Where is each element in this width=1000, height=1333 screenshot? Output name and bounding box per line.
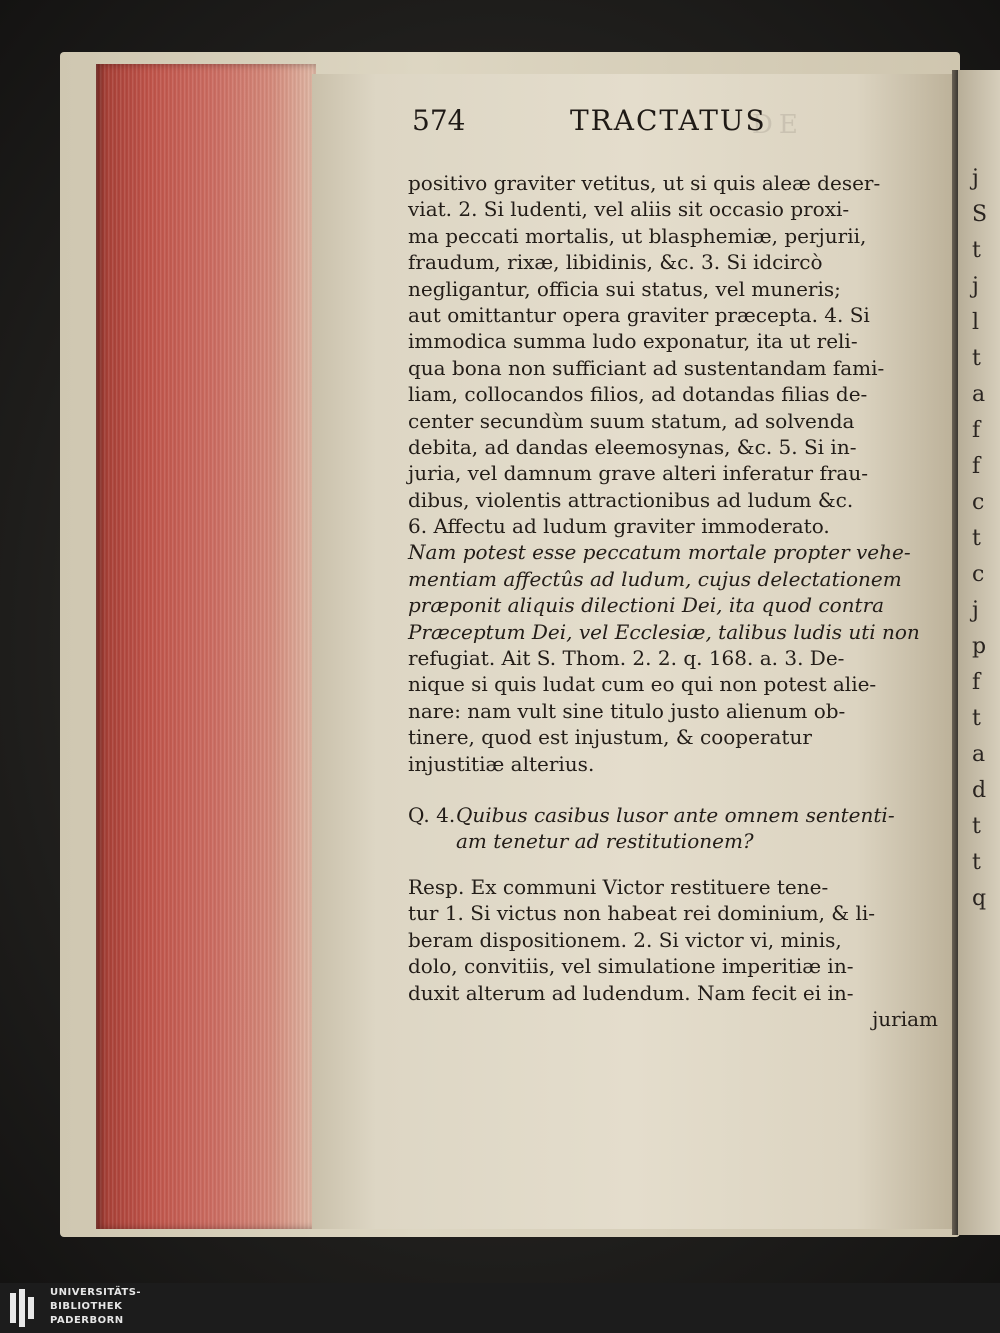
text-line: injustitiæ alterius. <box>408 751 595 776</box>
facing-page-fragment: t <box>972 238 981 263</box>
answer-line: duxit alterum ad ludendum. Nam fecit ei in- <box>408 980 854 1005</box>
facing-page-fragment: c <box>972 490 985 515</box>
text-line: center secundùm suum statum, ad solvenda <box>408 408 855 433</box>
facing-page-fragment: j <box>972 166 979 191</box>
facing-page-fragment: t <box>972 526 981 551</box>
answer-line: Resp. Ex communi Victor restituere tene- <box>408 875 829 899</box>
book-page <box>312 74 952 1229</box>
text-line: 6. Affectu ad ludum graviter immoderato. <box>408 514 830 539</box>
running-head <box>312 104 952 154</box>
text-line: Nam potest esse peccatum mortale propter vehe- <box>408 540 911 565</box>
library-logo-icon <box>10 1289 42 1327</box>
text-line: ma peccati mortalis, ut blasphemiæ, perjurii, <box>408 223 867 248</box>
facing-page-fragment: f <box>972 454 981 479</box>
text-line: nare: nam vult sine titulo justo alienum ob- <box>408 698 846 723</box>
question-block <box>408 802 938 855</box>
text-line: immodica summa ludo exponatur, ita ut reli- <box>408 329 858 354</box>
library-name-line: PADERBORN <box>50 1315 124 1326</box>
answer-line: dolo, convitiis, vel simulatione imperitiæ in- <box>408 954 854 979</box>
running-title: TRACTATUS <box>570 104 767 137</box>
text-line: qua bona non sufficiant ad sustentandam fami- <box>408 355 885 380</box>
facing-page-fragment: q <box>972 886 987 911</box>
facing-page-fragment: S <box>972 202 988 227</box>
page-number: 574 <box>412 104 466 137</box>
facing-page-edge <box>958 70 1000 1235</box>
text-line: negligantur, officia sui status, vel muneris; <box>408 276 841 301</box>
library-name <box>50 1286 141 1328</box>
text-line: debita, ad dandas eleemosynas, &c. 5. Si in- <box>408 434 857 459</box>
text-line: viat. 2. Si ludenti, vel aliis sit occasio proxi- <box>408 197 850 222</box>
facing-page-fragment: t <box>972 814 981 839</box>
facing-page-fragment: t <box>972 346 981 371</box>
facing-page-fragment: j <box>972 274 979 299</box>
text-line: tinere, quod est injustum, & cooperatur <box>408 725 812 750</box>
facing-page-fragment: a <box>972 742 986 767</box>
text-line: refugiat. Ait S. Thom. 2. 2. q. 168. a. 3. De- <box>408 646 845 671</box>
question-text: Quibus casibus lusor ante omnem sententi- <box>456 803 895 827</box>
library-name-line: UNIVERSITÄTS- <box>50 1287 142 1298</box>
facing-page-fragment: j <box>972 598 979 623</box>
text-line: Præceptum Dei, vel Ecclesiæ, talibus ludis uti non <box>408 619 920 644</box>
question-number: Q. 4. <box>408 803 456 827</box>
facing-page-fragment: p <box>972 634 987 659</box>
body-text <box>408 170 928 777</box>
facing-page-fragment: a <box>972 382 986 407</box>
text-line: dibus, violentis attractionibus ad ludum &c. <box>408 487 854 512</box>
facing-page-fragment: t <box>972 850 981 875</box>
text-line: mentiam affectûs ad ludum, cujus delectationem <box>408 566 902 591</box>
text-line: præponit aliquis dilectioni Dei, ita quod contra <box>408 593 885 618</box>
red-page-edges <box>96 64 316 1229</box>
text-line: aut omittantur opera graviter præcepta. 4. Si <box>408 302 870 327</box>
library-footer <box>0 1283 1000 1333</box>
facing-page-fragment: t <box>972 706 981 731</box>
text-line: liam, collocandos filios, ad dotandas filias de- <box>408 382 868 407</box>
catchword: juriam <box>872 1006 938 1031</box>
facing-page-fragment: c <box>972 562 985 587</box>
facing-page-fragment: l <box>972 310 980 335</box>
facing-page-fragment: f <box>972 670 981 695</box>
text-line: juria, vel damnum grave alteri inferatur frau- <box>408 461 868 486</box>
facing-page-fragment: d <box>972 778 987 803</box>
library-name-line: BIBLIOTHEK <box>50 1301 123 1312</box>
question-line: am tenetur ad restitutionem? <box>456 829 754 854</box>
facing-page-fragment: f <box>972 418 981 443</box>
text-line: nique si quis ludat cum eo qui non potest alie- <box>408 672 877 697</box>
question-line <box>408 802 938 828</box>
show-through-text: DE <box>752 110 804 140</box>
answer-line: tur 1. Si victus non habeat rei dominium, & li- <box>408 901 875 926</box>
answer-line: beram dispositionem. 2. Si victor vi, minis, <box>408 927 842 952</box>
text-line: positivo graviter vetitus, ut si quis aleæ deser- <box>408 171 881 195</box>
answer-block <box>408 874 938 1032</box>
text-line: fraudum, rixæ, libidinis, &c. 3. Si idcircò <box>408 250 823 275</box>
